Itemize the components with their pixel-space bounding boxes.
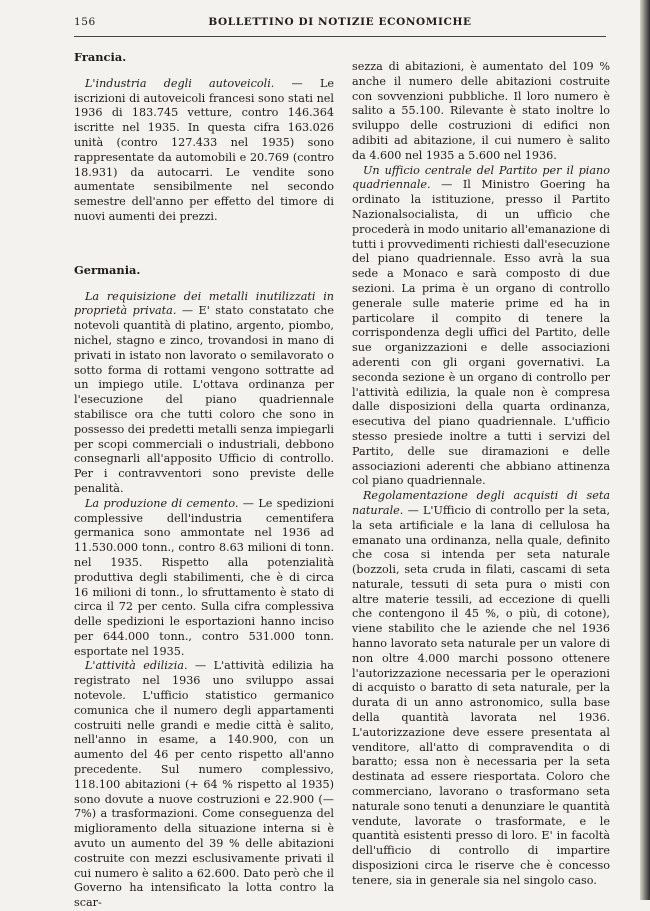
section-spacer: [74, 225, 334, 263]
paragraph-title: Regolamentazione degli acquisti di seta naturale.: [352, 489, 610, 517]
paragraph-text: — Le iscrizioni di autoveicoli francesi sono stati nel 1936 di 183.745 vetture, contro 146.364 iscritte nel 1935. In questa cifra 163.026 unità (contro 127.433 nel 1935) sono rappresentate da automobili e 20.769 (contro 18.931) da autocarri. Le vendite sono aumentate sensibilmente nel secondo semestre dell'anno per effetto del timore di nuovi aumenti dei prezzi.: [74, 76, 334, 223]
section-heading-germania: Germania.: [74, 262, 141, 277]
running-header: [74, 14, 606, 37]
paragraph-text: — L'attività edilizia ha registrato nel 1936 uno sviluppo assai notevole. L'ufficio statistico germanico comunica che il numero degli appartamenti costruiti nelle grandi e medie città è salito, nell'anno in esame, a 140.900, con un aumento del 46 per cento rispetto all'anno precedente. Sul numero complessivo, 118.100 abitazioni (+ 64 % rispetto al 1935) sono dovute a nuove costruzioni e 22.900 (— 7%) a trasformazioni. Come conseguenza del miglioramento della situazione interna si è avuto un aumento del 39 % delle abitazioni costruite con mezzi esclusivamente privati il cui numero è salito a 62.600. Dato però che il Governo ha intensificato la lotta contro la scar-: [74, 659, 334, 910]
paragraph-title: L'attività edilizia.: [85, 659, 188, 673]
paragraph-title: La produzione di cemento.: [85, 496, 239, 510]
paragraph-text: — E' stato constatato che notevoli quantità di platino, argento, piombo, nichel, stagno e zinco, trovandosi in mano di privati in istato non lavorato o semilavorato o sotto forma di rottami vengono sottratte ad un impiego utile. L'ottava ordinanza per l'esecuzione del piano quadriennale stabilisce ora che tutti coloro che sono in possesso dei predetti metalli senza impiegarli per scopi commerciali o industriali, debbono consegnarli all'apposito Ufficio di controllo. Per i contravventori sono previste delle penalità.: [74, 304, 334, 495]
paragraph-ufficio-centrale: [352, 164, 610, 490]
paragraph-attivita-edilizia: [74, 659, 334, 911]
paragraph-title: L'industria degli autoveicoli.: [85, 76, 275, 90]
paragraph-text: — Il Ministro Goering ha ordinato la istituzione, presso il Partito Nazionalsocialista, di un ufficio che procederà in modo unitario all'emanazione di tutti i provvedimenti richiesti dall'esecuzione del piano quadriennale. Esso avrà la sua sede a Monaco e sarà composto di due sezioni. La prima è un organo di controllo generale sulle materie prime ed ha in particolare il compito di tenere la corrispondenza degli uffici del Partito, delle sue organizzazioni e delle associazioni aderenti con gli organi governativi. La seconda sezione è un organo di controllo per l'attività edilizia, la quale non è compresa dalle disposizioni della quarta ordinanza, esecutiva del piano quadriennale. L'ufficio stesso presiede inoltre a tutti i servizi del Partito, delle sue diramazioni e delle associazioni aderenti che abbiano attinenza col piano quadriennale.: [352, 178, 611, 488]
paragraph-requisizione-metalli: [74, 290, 334, 497]
section-heading-francia: Francia.: [74, 50, 127, 64]
page-number: 156: [74, 16, 96, 28]
running-title: BOLLETTINO DI NOTIZIE ECONOMICHE: [208, 16, 472, 28]
paragraph-continuation: sezza di abitazioni, è aumentato del 109 % anche il numero delle abitazioni costruite con sovvenzioni pubbliche. Il loro numero è salito a 55.100. Rilevante è stato inoltre lo sviluppo delle costruzioni di edifici non adibiti ad abitazione, il cui numero è salito da 4.600 nel 1935 a 5.600 nel 1936.: [352, 60, 610, 162]
left-column: [74, 50, 334, 910]
paragraph-autoveicoli: [74, 77, 334, 225]
paragraph-title: Un ufficio centrale del Partito per il piano quadriennale.: [352, 163, 610, 192]
paragraph-text: — L'Ufficio di controllo per la seta, la seta artificiale e la lana di cellulosa ha emanato una ordinanza, nella quale, definito che cosa si intenda per seta naturale (bozzoli, seta cruda in filati, cascami di seta naturale, tessuti di seta pura o misti con altre materie tessili, ad eccezione di quelli che contengono il 45 %, o più, di cotone), viene stabilito che le aziende che nel 1936 hanno lavorato seta naturale per un valore di non oltre 4.000 marchi possono ottenere l'autorizzazione necessaria per le operazioni di acquisto o baratto di seta naturale, per la durata di un anno astronomico, sulla base della quantità lavorata nel 1936. L'autorizzazione deve essere presentata al venditore, all'atto di compravendita o di baratto; essa non è necessaria per la seta destinata ad essere riesportata. Coloro che commerciano, lavorano o trasformano seta naturale sono tenuti a denunziare le quantità vendute, lavorate o trasformate, e le quantità esistenti presso di loro. E' in facoltà dell'ufficio di controllo di impartire disposizioni circa le riserve che è concesso tenere, sia in generale sia nel singolo caso.: [352, 503, 610, 887]
paragraph-seta-naturale: [352, 489, 610, 889]
paragraph-text: — Le spedizioni complessive dell'industria cementifera germanica sono ammontate nel 1936 ad 11.530.000 tonn., contro 8.63 milioni di tonn. nel 1935. Rispetto alla potenzialità produttiva degli stabilimenti, che è di circa 16 milioni di tonn., lo sfruttamento è stato di circa il 72 per cento. Sulla cifra complessiva delle spedizioni le esportazioni hanno inciso per 644.000 tonn., contro 531.000 tonn. esportate nel 1935.: [74, 496, 334, 658]
paragraph-title: La requisizione dei metalli inutilizzati in proprietà privata.: [74, 289, 334, 318]
paragraph-produzione-cemento: [74, 497, 334, 660]
right-column: [352, 60, 611, 887]
page-edge: [640, 0, 650, 900]
